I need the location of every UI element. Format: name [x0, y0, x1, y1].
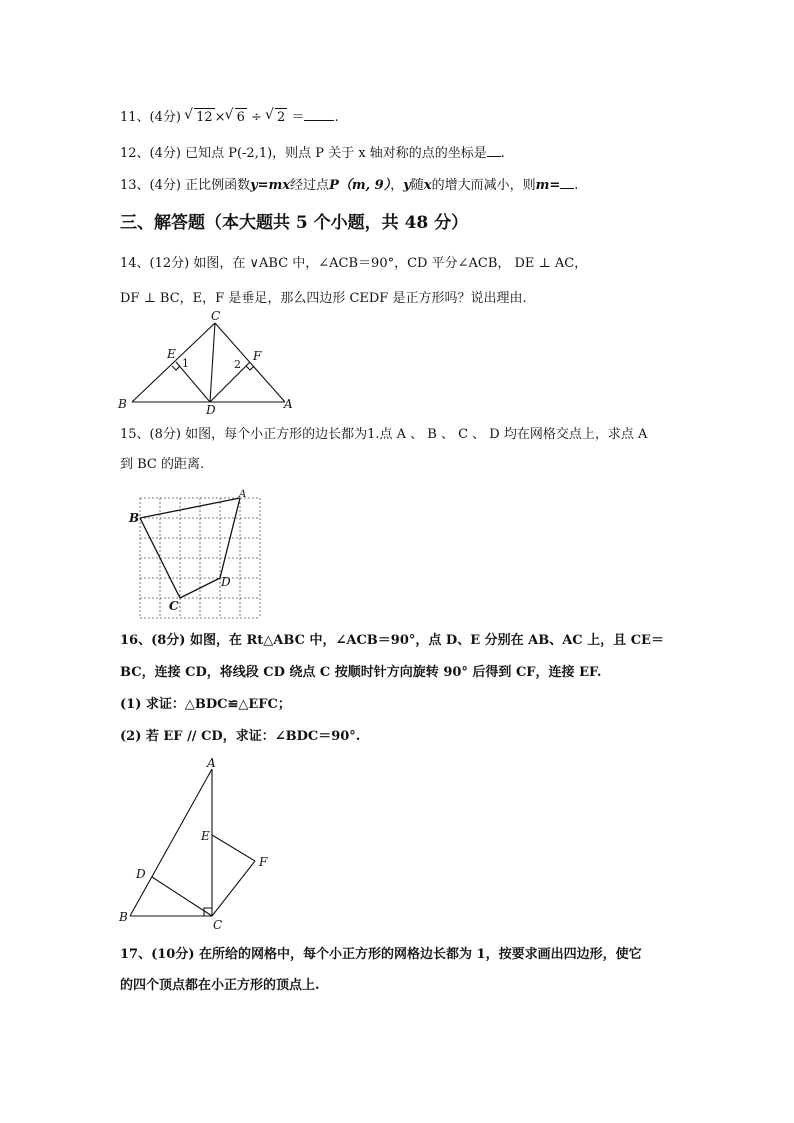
q16-triangle-figure: [110, 755, 280, 935]
q13-expr: y=mx: [250, 178, 291, 193]
label-d: D: [136, 867, 146, 881]
label-f: F: [259, 855, 268, 869]
q13-var: x: [423, 178, 432, 193]
angle-label-1: 1: [182, 357, 189, 370]
q13-var: m=: [535, 178, 561, 193]
question-11: [120, 108, 339, 127]
edge-bc: [132, 323, 215, 402]
question-16-line1: 16、(8分) 如图，在 Rt△ABC 中，∠ACB＝90°，点 D、E 分别在 AB、AC 上，且 CE＝: [120, 633, 664, 648]
sqrt-6: √ 6: [235, 108, 247, 127]
question-15-line1: 15、(8分) 如图，每个小正方形的边长都为1.点 A 、 B 、 C 、 D 均在网格交点上，求点 A: [120, 427, 648, 442]
label-c: C: [213, 918, 223, 932]
edge-df: [210, 362, 250, 402]
question-14-line2: DF ⊥ BC，E，F 是垂足，那么四边形 CEDF 是正方形吗？说出理由.: [120, 291, 527, 306]
edge-cf: [212, 861, 255, 916]
grid-lines: [140, 498, 260, 618]
edge-ef: [212, 835, 255, 861]
q13-text: 的增大而减小，则: [431, 178, 536, 193]
answer-blank: [560, 176, 574, 189]
label-a: A: [207, 756, 216, 770]
label-a: A: [239, 489, 247, 500]
times-sign: ×: [214, 110, 226, 125]
answer-blank: [487, 144, 501, 157]
segment-ba: [140, 498, 240, 518]
q13-text: 经过点: [290, 178, 330, 193]
q13-end: .: [574, 178, 579, 193]
label-b: B: [118, 397, 127, 411]
label-d: D: [206, 403, 216, 417]
right-angle-e: [172, 366, 180, 370]
label-d: D: [221, 575, 231, 589]
equals-sign: ＝: [291, 110, 305, 125]
sqrt-2: √ 2: [275, 108, 287, 127]
right-angle-f: [246, 366, 254, 370]
question-17-line2: 的四个顶点都在小正方形的顶点上.: [120, 978, 320, 993]
question-16-line2: BC，连接 CD，将线段 CD 绕点 C 按顺时针方向旋转 90° 后得到 CF，连接 EF.: [120, 665, 602, 680]
sqrt-12: √ 12: [194, 108, 215, 127]
q13-text: 随: [410, 178, 424, 193]
q12-text: 12、(4分) 已知点 P(-2,1)，则点 P 关于 x 轴对称的点的坐标是: [120, 146, 487, 161]
label-e: E: [167, 347, 176, 361]
q13-text: 13、(4分) 正比例函数: [120, 178, 251, 193]
q13-var: y: [403, 178, 411, 193]
q11-end: .: [334, 110, 339, 125]
section-title: 三、解答题（本大题共 5 个小题，共 48 分）: [120, 213, 469, 233]
label-b: B: [119, 910, 128, 924]
question-16-sub2: (2) 若 EF // CD，求证：∠BDC＝90°.: [120, 729, 361, 744]
question-15-line2: 到 BC 的距离.: [120, 457, 205, 472]
q13-text: ，: [390, 178, 404, 193]
question-17-line1: 17、(10分) 在所给的网格中，每个小正方形的网格边长都为 1，按要求画出四边形，使它: [120, 947, 642, 962]
q15-grid-figure: [125, 488, 270, 618]
label-f: F: [253, 349, 262, 363]
divide-sign: ÷: [250, 110, 262, 125]
edge-dc: [152, 877, 212, 916]
question-16-sub1: (1) 求证：△BDC≌△EFC；: [120, 697, 291, 712]
q14-triangle-figure: [110, 310, 300, 420]
edge-ab: [130, 769, 212, 916]
question-12: [120, 144, 505, 163]
label-b: B: [129, 511, 140, 525]
angle-label-2: 2: [234, 358, 241, 371]
label-c: C: [211, 309, 221, 323]
label-a: A: [284, 397, 293, 411]
answer-blank: [304, 108, 334, 121]
edge-cd: [210, 323, 215, 402]
label-c: C: [169, 599, 179, 613]
question-14-line1: 14、(12分) 如图，在 ∨ABC 中，∠ACB＝90°，CD 平分∠ACB， DE ⊥ AC，: [120, 256, 588, 271]
question-13: [120, 176, 578, 195]
q13-point: P（m, 9）: [329, 178, 391, 193]
q12-end: .: [500, 146, 505, 161]
label-e: E: [201, 829, 210, 843]
q11-number: 11、(4分): [120, 110, 181, 125]
